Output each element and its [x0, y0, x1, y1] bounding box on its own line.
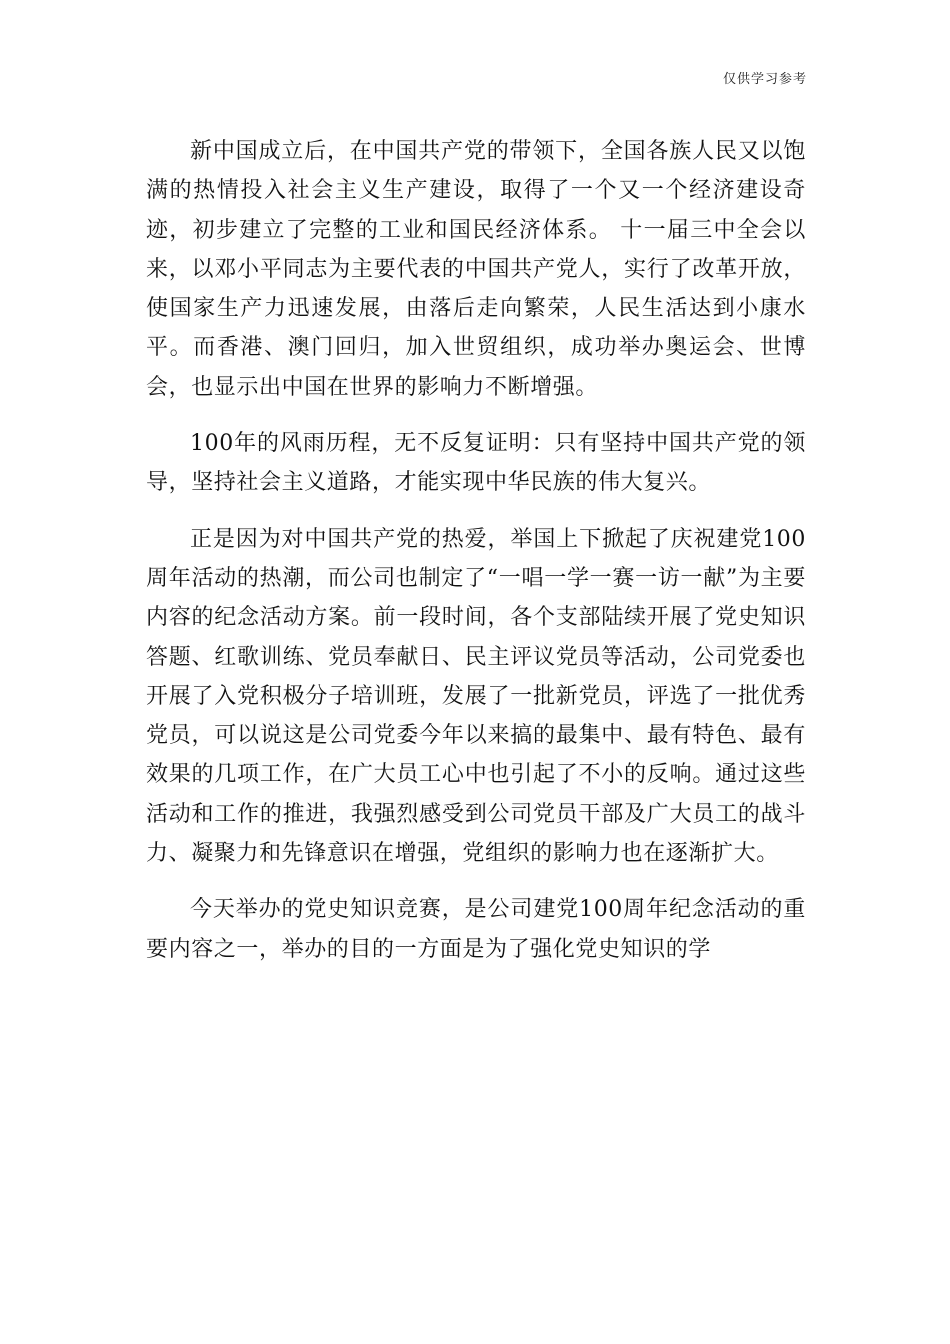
paragraph-4: 今天举办的党史知识竞赛，是公司建党100周年纪念活动的重要内容之一，举办的目的一方面是为了强化党史知识的学 — [146, 897, 806, 962]
header-note: 仅供学习参考 — [722, 72, 807, 87]
paragraph-1: 新中国成立后，在中国共产党的带领下，全国各族人民又以饱满的热情投入社会主义生产建设，取得了一个又一个经济建设奇迹，初步建立了完整的工业和国民经济体系。 十一届三中全会以来，以邓小平同志为主要代表的中国共产党人，实行了改革开放，使国家生产力迅速发展，由落后走向繁荣，人民生活达到小康水平。而香港、澳门回归，加入世贸组织，成功举办奥运会、世博会，也显示出中国在世界的影响力不断增强。 — [146, 139, 806, 400]
paragraph-3: 正是因为对中国共产党的热爱，举国上下掀起了庆祝建党100周年活动的热潮，而公司也制定了“一唱一学一赛一访一献”为主要内容的纪念活动方案。前一段时间，各个支部陆续开展了党史知识答题、红歌训练、党员奉献日、民主评议党员等活动，公司党委也开展了入党积极分子培训班，发展了一批新党员，评选了一批优秀党员，可以说这是公司党委今年以来搞的最集中、最有特色、最有效果的几项工作，在广大员工心中也引起了不小的反响。通过这些活动和工作的推进，我强烈感受到公司党员干部及广大员工的战斗力、凝聚力和先锋意识在增强，党组织的影响力也在逐渐扩大。 — [146, 526, 806, 867]
paragraph-2: 100年的风雨历程，无不反复证明：只有坚持中国共产党的领导，坚持社会主义道路，才能实现中华民族的伟大复兴。 — [146, 431, 806, 496]
document-body — [146, 132, 806, 969]
